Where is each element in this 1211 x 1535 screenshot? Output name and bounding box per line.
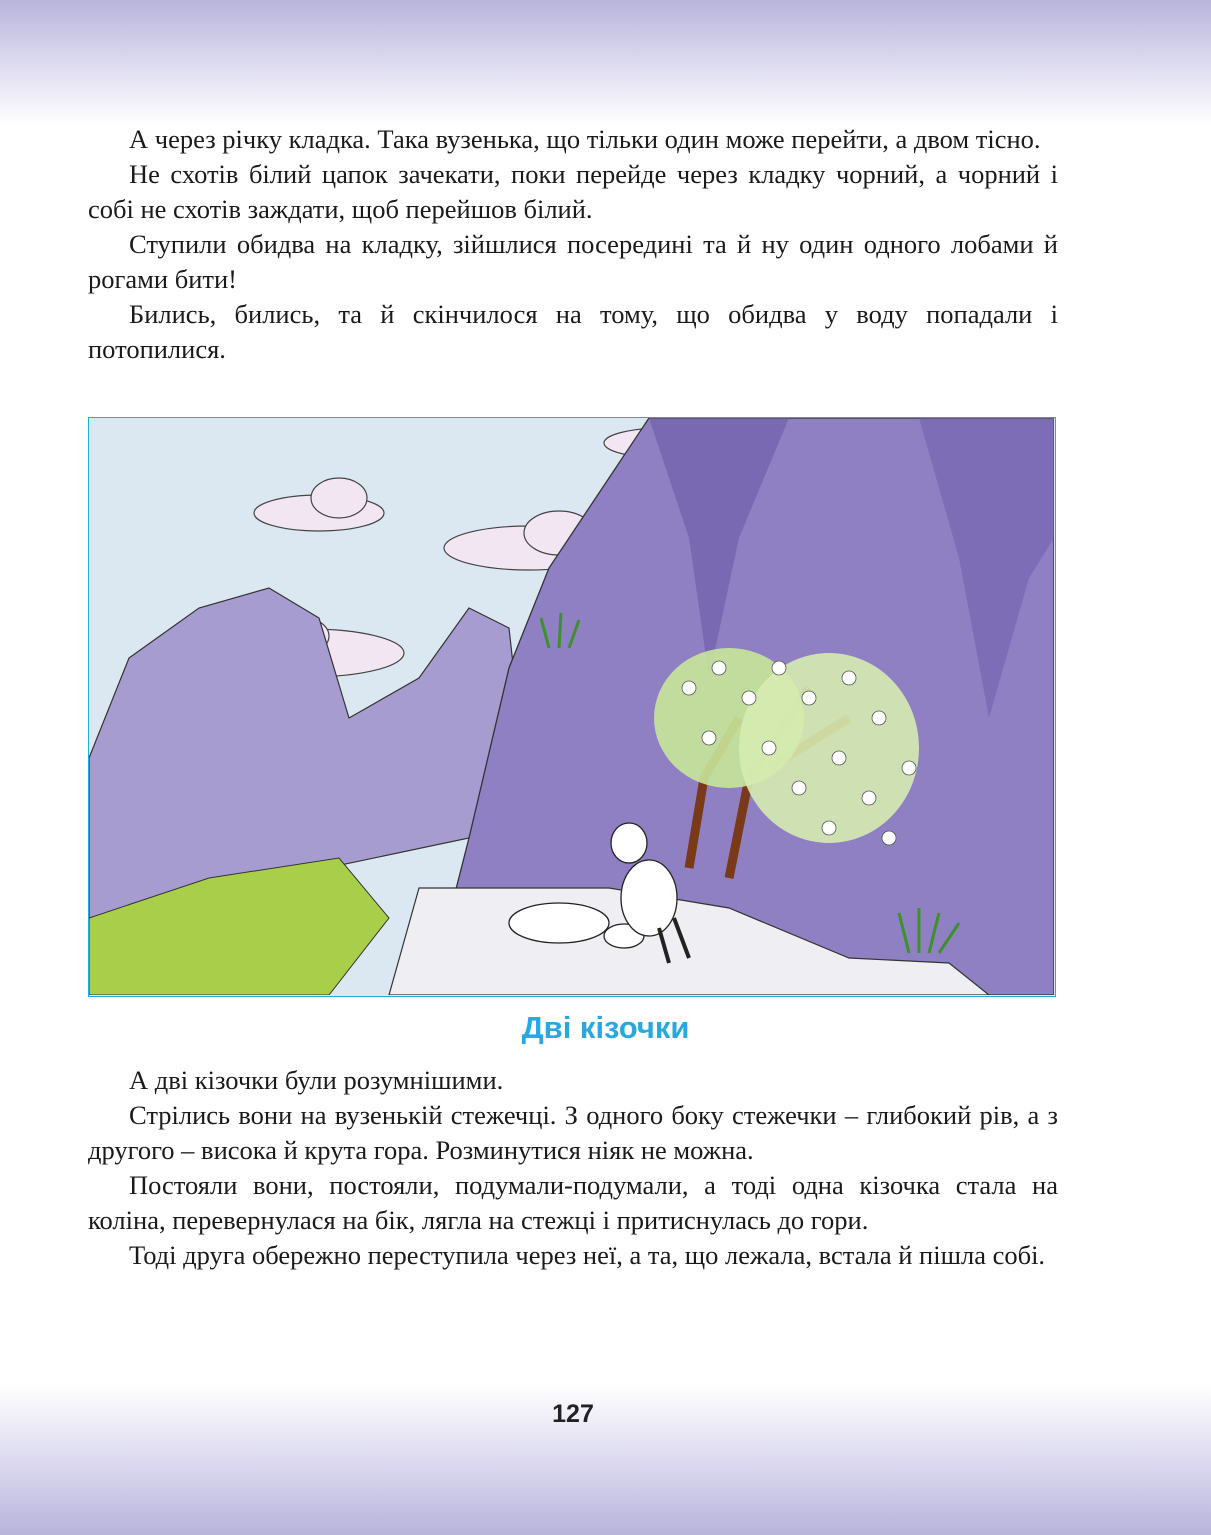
paragraph: Тоді друга обережно переступила через неї, а та, що лежала, встала й пішла собі. <box>129 1240 1046 1270</box>
paragraph: Бились, бились, та й скінчилося на тому, що обидва у воду попадали і потопилися. <box>88 299 1058 364</box>
illustration-two-goats-mountain <box>88 417 1056 997</box>
story-text-top <box>88 122 1058 367</box>
top-gradient-band <box>0 0 1211 125</box>
paragraph: А через річку кладка. Така вузенька, що тільки один може перейти, а двом тісно. <box>129 124 1041 154</box>
paragraph: Не схотів білий цапок зачекати, поки перейде через кладку чорний, а чорний і собі не схотів заждати, щоб перейшов білий. <box>88 159 1058 224</box>
paragraph: А дві кізочки були розумнішими. <box>129 1065 504 1095</box>
paragraph: Стрілись вони на вузенькій стежечці. З одного боку стежечки – глибокий рів, а з другого – висока й крута гора. Розминутися ніяк не можна. <box>88 1100 1058 1165</box>
paragraph: Постояли вони, постояли, подумали-подумали, а тоді одна кізочка стала на коліна, перевернулася на бік, лягла на стежці і притиснулась до гори. <box>88 1170 1058 1235</box>
paragraph: Ступили обидва на кладку, зійшлися посередині та й ну один одного лобами й рогами бити! <box>88 229 1058 294</box>
story-text-bottom <box>88 1063 1058 1273</box>
page-number: 127 <box>552 1400 594 1428</box>
story-title: Дві кізочки <box>521 1010 690 1045</box>
